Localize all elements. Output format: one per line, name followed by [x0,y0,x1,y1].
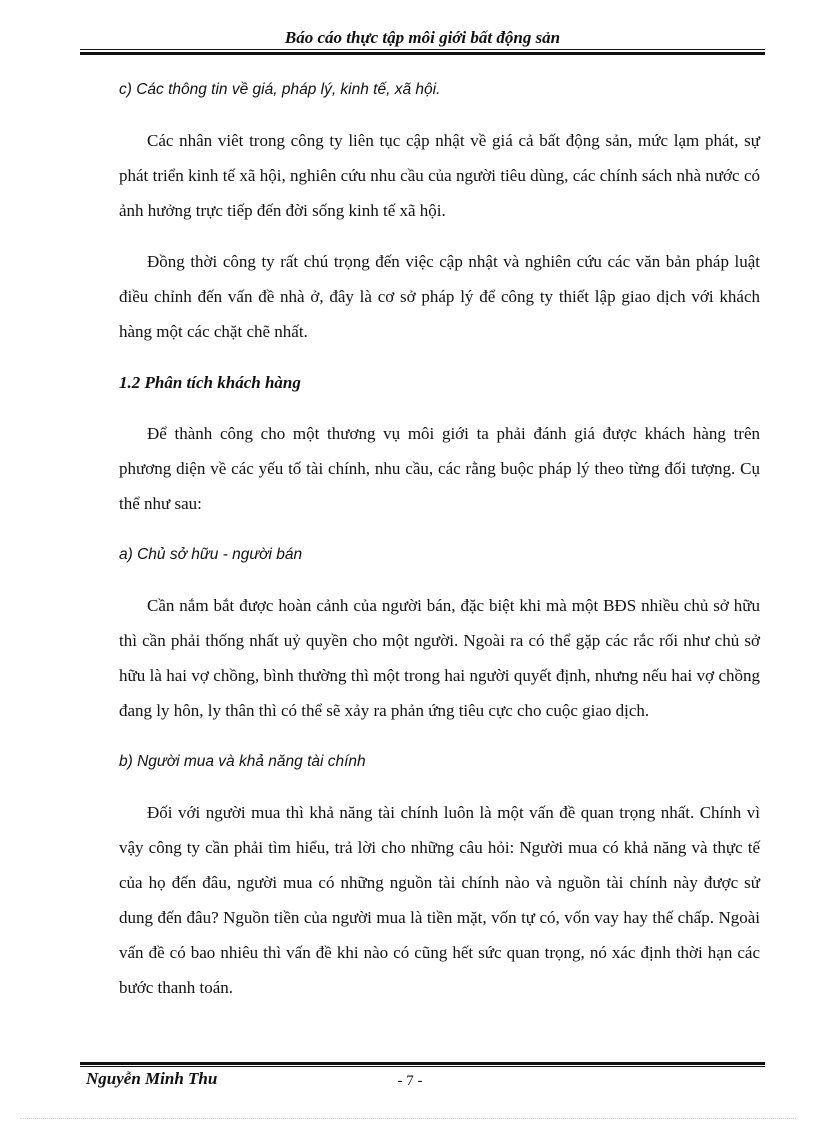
header-rule-thin [80,49,765,50]
footer-author: Nguyễn Minh Thu [86,1069,218,1088]
page-header-title: Báo cáo thực tập môi giới bất động sản [284,28,561,47]
subheading-b: b) Người mua và khả năng tài chính [119,753,366,770]
footer-rule-thin [80,1066,765,1067]
footer-rule-thick [80,1062,765,1065]
page-number: - 7 - [397,1073,423,1089]
paragraph-price-info: Các nhân viêt trong công ty liên tục cập nhật về giá cả bất động sản, mức lạm phát, sự phát triển kinh tế xã hội, nghiên cứu nhu cầu của người tiêu dùng, các chính sách nhà nước có ảnh hưởng trực tiếp đến đời sống kinh tế xã hội. [119,131,760,220]
section-title: 1.2 Phân tích khách hàng [119,373,301,392]
paragraph-buyer-finance: Đối với người mua thì khả năng tài chính luôn là một vấn đề quan trọng nhất. Chính vì vậy công ty cần phải tìm hiểu, trả lời cho những câu hỏi: Người mua có khả năng và thực tế của họ đến đâu, người mua có những nguồn tài chính nào và nguồn tài chính này được sử dung đến đâu? Nguồn tiền của người mua là tiền mặt, vốn tự có, vốn vay hay thế chấp. Ngoài vấn đề có bao nhiêu thì vấn đề khi nào có cũng hết sức quan trọng, nó xác định thời hạn các bước thanh toán. [119,803,760,997]
subheading-c: c) Các thông tin về giá, pháp lý, kinh tế, xã hội. [119,81,441,98]
document-body [119,72,760,1005]
subheading-a: a) Chủ sở hữu - người bán [119,546,303,563]
paragraph-owner-seller: Cần nắm bắt được hoàn cảnh của người bán, đặc biệt khi mà một BĐS nhiều chủ sở hữu thì cần phải thống nhất uỷ quyền cho một người. Ngoài ra có thể gặp các rắc rối như chủ sở hữu là hai vợ chồng, bình thường thì một trong hai người quyết định, nhưng nếu hai vợ chồng đang ly hôn, ly thân thì có thể sẽ xảy ra phản ứng tiêu cực cho cuộc giao dịch. [119,596,760,720]
bottom-dotted-border [20,1118,796,1119]
paragraph-customer-analysis: Để thành công cho một thương vụ môi giới ta phải đánh giá được khách hàng trên phương diện về các yếu tố tài chính, nhu cầu, các rằng buộc pháp lý theo từng đối tượng. Cụ thể như sau: [119,424,760,513]
paragraph-legal-info: Đồng thời công ty rất chú trọng đến việc cập nhật và nghiên cứu các văn bản pháp luật điều chỉnh đến vấn đề nhà ở, đây là cơ sở pháp lý để công ty thiết lập giao dịch với khách hàng một các chặt chẽ nhất. [119,252,760,341]
header-rule-thick [80,52,765,55]
